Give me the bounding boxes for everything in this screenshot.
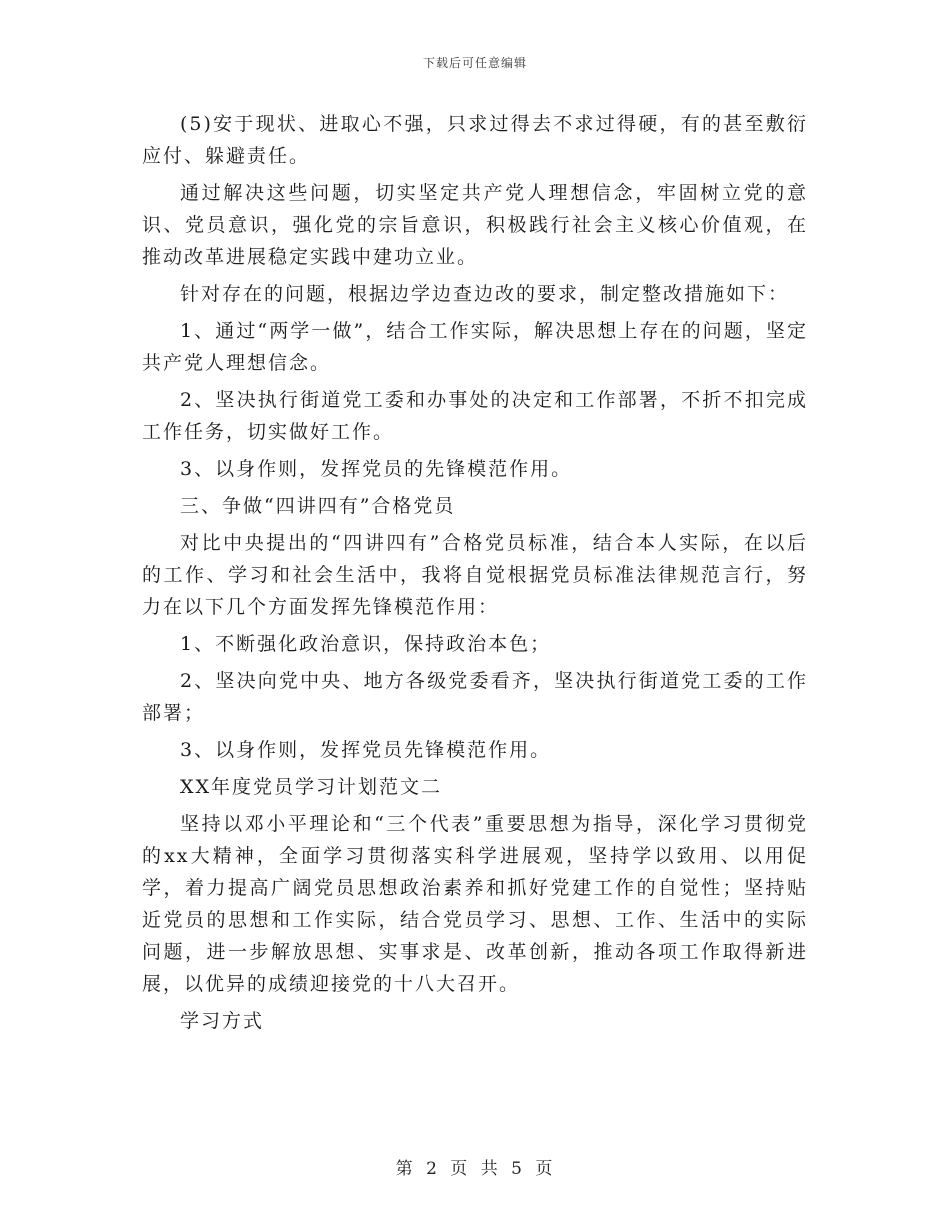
article-title-2: XX年度党员学习计划范文二 bbox=[180, 776, 443, 798]
paragraph-10: 2、坚决向党中央、地方各级党委看齐，坚决执行街道党工委的工作部署； bbox=[142, 670, 808, 724]
section-heading-3: 三、争做“四讲四有”合格党员 bbox=[180, 495, 456, 517]
paragraph-5: 2、坚决执行街道党工委和办事处的决定和工作部署，不折不扣完成工作任务，切实做好工作。 bbox=[142, 389, 808, 443]
paragraph-2: 通过解决这些问题，切实坚定共产党人理想信念，牢固树立党的意识、党员意识，强化党的宗旨意识，积极践行社会主义核心价值观，在推动改革进展稳定实践中建功立业。 bbox=[142, 182, 808, 268]
subheading-study-method: 学习方式 bbox=[180, 1010, 265, 1032]
paragraph-4: 1、通过“两学一做”，结合工作实际，解决思想上存在的问题，坚定共产党人理想信念。 bbox=[142, 320, 808, 374]
document-body bbox=[142, 108, 808, 1042]
paragraph-6: 3、以身作则，发挥党员的先锋模范作用。 bbox=[180, 458, 573, 480]
paragraph-3: 针对存在的问题，根据边学边查边改的要求，制定整改措施如下： bbox=[180, 283, 790, 305]
paragraph-1: (5)安于现状、进取心不强，只求过得去不求过得硬，有的甚至敷衍应付、躲避责任。 bbox=[142, 113, 808, 167]
paragraph-11: 3、以身作则，发挥党员先锋模范作用。 bbox=[180, 739, 552, 761]
page-number: 第 2 页 共 5 页 bbox=[395, 1159, 555, 1179]
paragraph-8: 对比中央提出的“四讲四有”合格党员标准，结合本人实际，在以后的工作、学习和社会生活中，我将自觉根据党员标准法律规范言行，努力在以下几个方面发挥先锋模范作用： bbox=[142, 532, 808, 618]
paragraph-13: 坚持以邓小平理论和“三个代表”重要思想为指导，深化学习贯彻党的xx大精神，全面学习贯彻落实科学进展观，坚持学以致用、以用促学，着力提高广阔党员思想政治素养和抓好党建工作的自觉性；坚持贴近党员的思想和工作实际，结合党员学习、思想、工作、生活中的实际问题，进一步解放思想、实事求是、改革创新，推动各项工作取得新进展，以优异的成绩迎接党的十八大召开。 bbox=[142, 813, 808, 995]
paragraph-9: 1、不断强化政治意识，保持政治本色； bbox=[180, 633, 552, 655]
page-header-note: 下载后可任意编辑 bbox=[422, 56, 527, 70]
